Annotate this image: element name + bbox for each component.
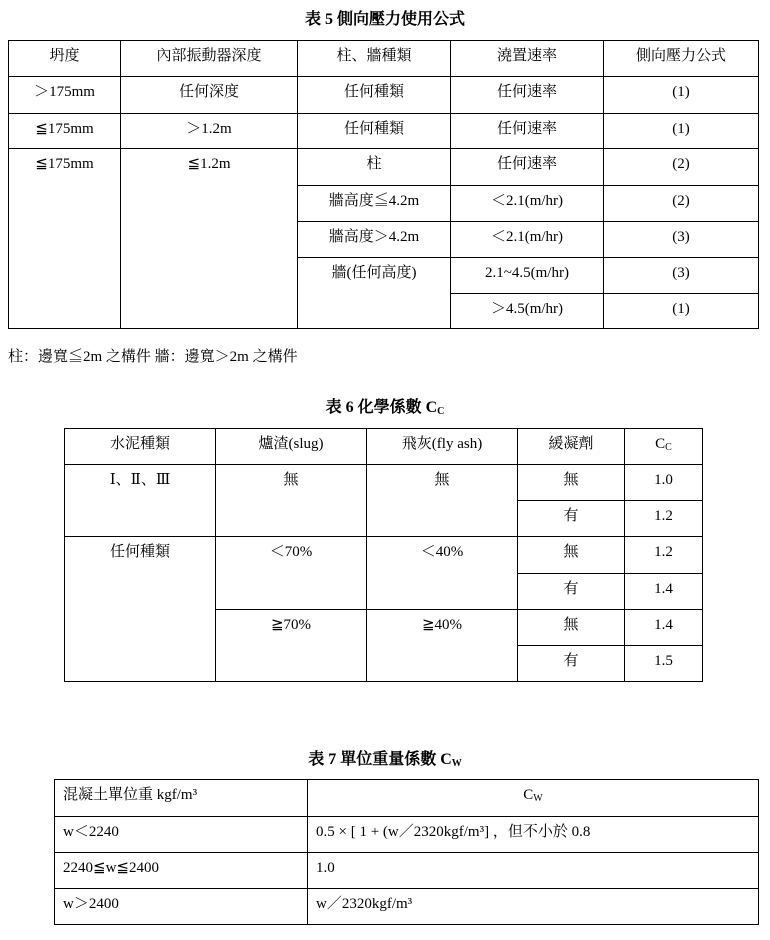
t5-rate: ＜2.1(m/hr) (451, 222, 604, 258)
t6-ash: 無 (367, 465, 518, 537)
t7-header-cw-sub: W (533, 793, 543, 804)
t6-cc: 1.2 (625, 501, 703, 537)
t6-retarder: 有 (518, 646, 625, 682)
t6-ash: ≧40% (367, 610, 518, 682)
table7-caption-sub: W (451, 758, 462, 769)
table5-note: 柱：邊寬≦2m 之構件 牆：邊寬＞2m 之構件 (8, 349, 298, 365)
t6-retarder: 無 (518, 610, 625, 646)
table7-caption (0, 746, 770, 769)
t7-header-cw (308, 780, 759, 817)
t5-rate: 2.1~4.5(m/hr) (451, 258, 604, 294)
t7-weight: w＞2400 (55, 889, 308, 925)
t5-formula: (2) (604, 149, 759, 186)
table-row (9, 77, 759, 114)
t5-slump: ≦175mm (9, 149, 121, 329)
t7-cw: 0.5 × [ 1 + (w／2320kgf/m³] ，但不小於 0.8 (308, 817, 759, 853)
t5-header-rate: 澆置速率 (451, 41, 604, 77)
t5-type: 牆高度＞4.2m (298, 222, 451, 258)
t5-slump: ≦175mm (9, 114, 121, 149)
t5-depth: ≦1.2m (121, 149, 298, 329)
table7-header-row (55, 780, 759, 817)
t5-depth: ＞1.2m (121, 114, 298, 149)
t5-type: 牆高度≦4.2m (298, 186, 451, 222)
t7-cw: 1.0 (308, 853, 759, 889)
t5-formula: (3) (604, 222, 759, 258)
t6-header-cc-text: C (655, 436, 666, 452)
t5-rate: ＜2.1(m/hr) (451, 186, 604, 222)
table-row (65, 465, 703, 501)
t5-formula: (3) (604, 258, 759, 294)
table-row (9, 114, 759, 149)
t5-slump: ＞175mm (9, 77, 121, 114)
t5-type: 任何種類 (298, 77, 451, 114)
t6-retarder: 無 (518, 465, 625, 501)
table6-caption (0, 394, 770, 417)
table5-header-row (9, 41, 759, 77)
t5-rate: 任何速率 (451, 77, 604, 114)
t5-formula: (1) (604, 77, 759, 114)
table6-caption-text: 表 6 化學係數 C (325, 399, 438, 416)
t5-depth: 任何深度 (121, 77, 298, 114)
t6-header-slag: 爐渣(slug) (216, 429, 367, 465)
t7-cw: w／2320kgf/m³ (308, 889, 759, 925)
t5-rate: 任何速率 (451, 114, 604, 149)
t5-formula: (1) (604, 294, 759, 329)
table-row (9, 149, 759, 186)
t5-formula: (2) (604, 186, 759, 222)
t5-header-formula: 側向壓力公式 (604, 41, 759, 77)
t6-cc: 1.0 (625, 465, 703, 501)
t6-retarder: 有 (518, 501, 625, 537)
table5 (8, 40, 759, 329)
t6-slag: ＜70% (216, 537, 367, 610)
t6-retarder: 有 (518, 574, 625, 610)
t5-rate: 任何速率 (451, 149, 604, 186)
t5-formula: (1) (604, 114, 759, 149)
t5-type: 牆(任何高度) (298, 258, 451, 329)
t6-header-retarder: 緩凝劑 (518, 429, 625, 465)
t6-header-cc-sub: C (665, 442, 672, 453)
table6 (64, 428, 703, 682)
t7-weight: w＜2240 (55, 817, 308, 853)
t6-cement: 任何種類 (65, 537, 216, 682)
table-row (55, 853, 759, 889)
t6-header-ash: 飛灰(fly ash) (367, 429, 518, 465)
t6-cc: 1.2 (625, 537, 703, 574)
t5-rate: ＞4.5(m/hr) (451, 294, 604, 329)
t7-header-weight: 混凝土單位重 kgf/m³ (55, 780, 308, 817)
t6-header-cc (625, 429, 703, 465)
table-row (55, 889, 759, 925)
t5-type: 任何種類 (298, 114, 451, 149)
t6-cement: Ⅰ、Ⅱ、Ⅲ (65, 465, 216, 537)
table6-caption-sub: C (437, 406, 445, 417)
t6-cc: 1.4 (625, 574, 703, 610)
t6-cc: 1.5 (625, 646, 703, 682)
table6-header-row (65, 429, 703, 465)
t6-slag: 無 (216, 465, 367, 537)
t6-cc: 1.4 (625, 610, 703, 646)
table-row (65, 537, 703, 574)
table7-caption-text: 表 7 單位重量係數 C (308, 751, 452, 768)
t5-header-slump: 坍度 (9, 41, 121, 77)
t5-header-type: 柱、牆種類 (298, 41, 451, 77)
t6-header-cement: 水泥種類 (65, 429, 216, 465)
t5-header-depth: 內部振動器深度 (121, 41, 298, 77)
t6-ash: ＜40% (367, 537, 518, 610)
t7-weight: 2240≦w≦2400 (55, 853, 308, 889)
table7 (54, 779, 759, 925)
t6-retarder: 無 (518, 537, 625, 574)
t5-type: 柱 (298, 149, 451, 186)
table5-caption: 表 5 側向壓力使用公式 (304, 11, 465, 28)
t6-slag: ≧70% (216, 610, 367, 682)
table-row (55, 817, 759, 853)
t7-header-cw-text: C (523, 787, 534, 803)
